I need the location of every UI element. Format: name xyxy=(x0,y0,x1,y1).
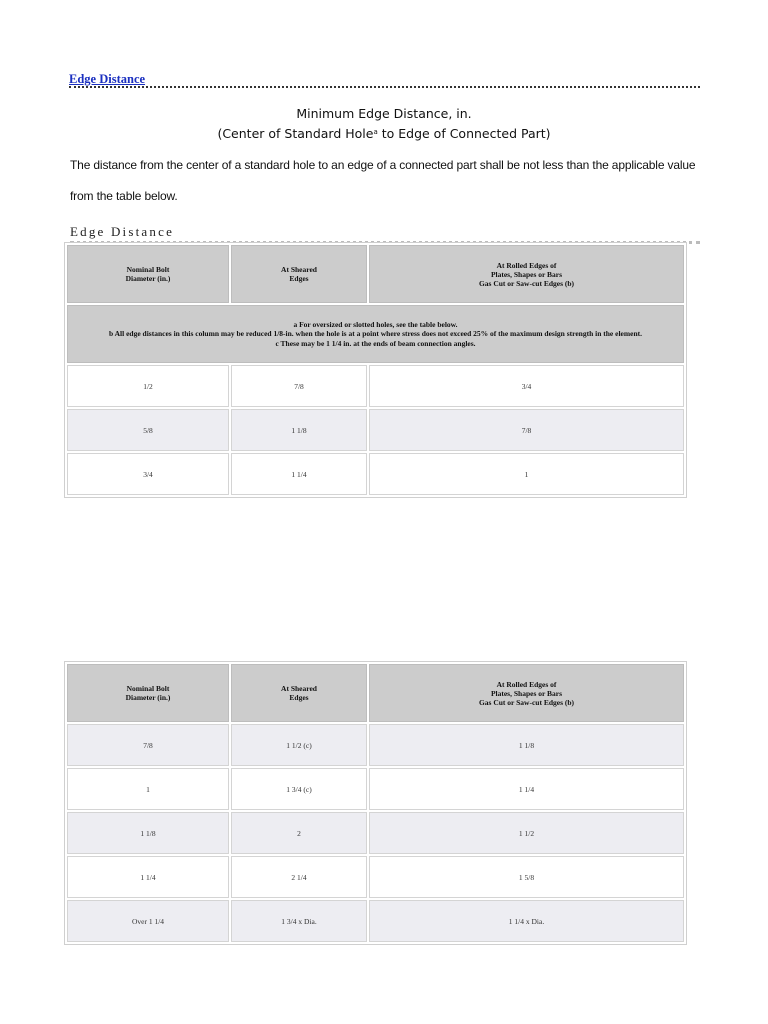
table-row xyxy=(67,768,684,810)
footnote-b: b All edge distances in this column may be reduced 1/8-in. when the hole is at a point where stress does not exceed 25% of the maximum design strength in the element. xyxy=(109,329,642,339)
footnote-c: c These may be 1 1/4 in. at the ends of beam connection angles. xyxy=(275,338,476,348)
header-sheared-edges: At Sheared Edges xyxy=(231,245,367,303)
page-title xyxy=(0,104,768,143)
title-line-2 xyxy=(0,123,768,143)
edge-distance-link[interactable]: Edge Distance xyxy=(69,72,146,86)
cell-diameter: Over 1 1/4 xyxy=(67,900,229,942)
section-heading: Edge Distance xyxy=(70,224,700,244)
footnote-a: a For oversized or slotted holes, see the table below. xyxy=(293,319,458,329)
edge-distance-table-1 xyxy=(64,242,687,498)
table-row xyxy=(67,900,684,942)
cell-sheared: 1 1/2 (c) xyxy=(231,724,367,766)
cell-rolled: 1 1/2 xyxy=(369,812,684,854)
cell-rolled: 1 1/8 xyxy=(369,724,684,766)
cell-sheared: 1 3/4 (c) xyxy=(231,768,367,810)
title-line-2-suffix: to Edge of Connected Part) xyxy=(377,126,551,141)
title-line-2-prefix: (Center of Standard Hole xyxy=(217,126,374,141)
title-line-1: Minimum Edge Distance, in. xyxy=(296,106,472,121)
cell-rolled: 7/8 xyxy=(369,409,684,451)
cell-sheared: 7/8 xyxy=(231,365,367,407)
table-row xyxy=(67,812,684,854)
edge-distance-table-2 xyxy=(64,661,687,945)
footnote-a-marker: a xyxy=(373,128,378,136)
footnotes-cell xyxy=(67,305,684,363)
table-row xyxy=(67,856,684,898)
cell-diameter: 1 1/4 xyxy=(67,856,229,898)
cell-diameter: 3/4 xyxy=(67,453,229,495)
cell-rolled: 1 1/4 xyxy=(369,768,684,810)
header-nominal-bolt: Nominal Bolt Diameter (in.) xyxy=(67,664,229,722)
cell-sheared: 1 3/4 x Dia. xyxy=(231,900,367,942)
cell-diameter: 1/2 xyxy=(67,365,229,407)
cell-sheared: 2 1/4 xyxy=(231,856,367,898)
header-nominal-bolt: Nominal Bolt Diameter (in.) xyxy=(67,245,229,303)
cell-diameter: 5/8 xyxy=(67,409,229,451)
header-rolled-edges: At Rolled Edges of Plates, Shapes or Bars Gas Cut or Saw-cut Edges (b) xyxy=(369,245,684,303)
table-row xyxy=(67,365,684,407)
header-sheared-edges: At Sheared Edges xyxy=(231,664,367,722)
header-rolled-edges: At Rolled Edges of Plates, Shapes or Bars Gas Cut or Saw-cut Edges (b) xyxy=(369,664,684,722)
cell-rolled: 1 xyxy=(369,453,684,495)
table-header-row xyxy=(67,664,684,722)
cell-sheared: 1 1/4 xyxy=(231,453,367,495)
edge-distance-link-row xyxy=(69,70,700,88)
cell-diameter: 7/8 xyxy=(67,724,229,766)
cell-sheared: 2 xyxy=(231,812,367,854)
table-row xyxy=(67,453,684,495)
cell-rolled: 3/4 xyxy=(369,365,684,407)
cell-diameter: 1 xyxy=(67,768,229,810)
intro-paragraph: The distance from the center of a standard hole to an edge of a connected part shall be not less than the applicable value from the table below. xyxy=(70,158,696,203)
cell-rolled: 1 1/4 x Dia. xyxy=(369,900,684,942)
cell-sheared: 1 1/8 xyxy=(231,409,367,451)
table-row xyxy=(67,409,684,451)
cell-rolled: 1 5/8 xyxy=(369,856,684,898)
table-row xyxy=(67,724,684,766)
notes-row xyxy=(67,305,684,363)
table-header-row xyxy=(67,245,684,303)
cell-diameter: 1 1/8 xyxy=(67,812,229,854)
